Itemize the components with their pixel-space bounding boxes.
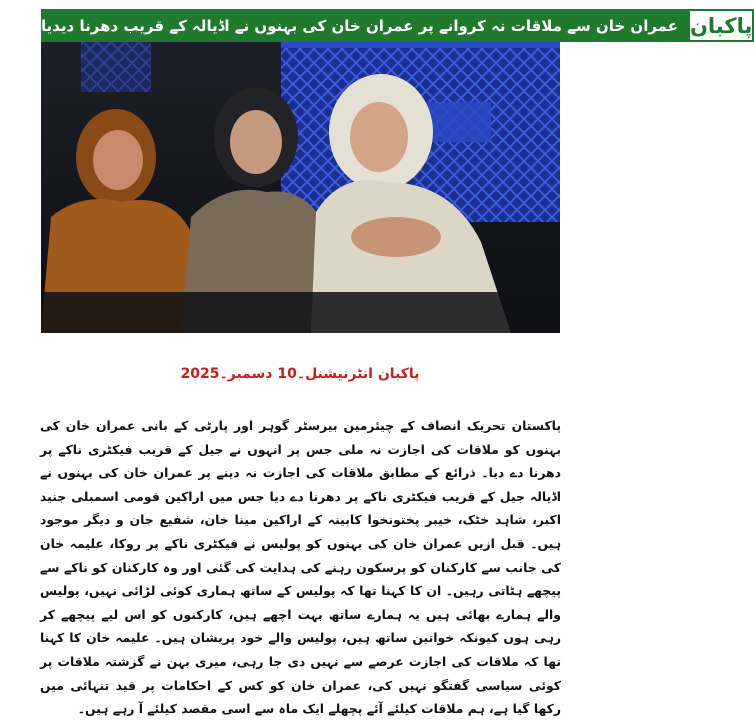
photo-illustration xyxy=(41,42,560,333)
headline: عمران خان سے ملاقات نہ کروانے پر عمران خان کی بہنوں نے اڈیالہ کے قریب دھرنا دیدیا xyxy=(41,9,688,42)
news-header xyxy=(41,9,753,42)
woman-right-hands xyxy=(351,217,441,257)
left-barrier xyxy=(81,42,151,92)
barrier-rail xyxy=(281,42,560,48)
brand-logo: پاکبان xyxy=(688,9,754,42)
news-photo xyxy=(41,42,560,333)
photo-foreground xyxy=(41,292,560,333)
woman-right-face xyxy=(350,102,408,172)
dateline: پاکبان انٹرنیشنل۔10 دسمبر۔2025 xyxy=(180,366,420,382)
woman-left-face xyxy=(93,130,143,190)
article-body: پاکستان تحریک انصاف کے چیئرمین بیرسٹر گوہر اور پارٹی کے بانی عمران خان کی بہنوں کو ملاقات کی اجازت نہ ملی جس پر انہوں نے جیل کے قریب فیکٹری ناکے پر دھرنا دے دیا۔ ذرائع کے مطابق ملاقات کی اجازت نہ دینے پر عمران خان کی بہنوں نے اڈیالہ جیل کے قریب فیکٹری ناکے پر دھرنا دے دیا جس میں اراکین قومی اسمبلی جنید اکبر، شاہد خٹک، خیبر پختونخوا کابینہ کے اراکین مینا خان، شفیع جان و دیگر موجود ہیں۔ قبل ازیں عمران خان کی بہنوں کو پولیس نے فیکٹری ناکے پر روکا، علیمہ خان کی جانب سے کارکنان کو پرسکون رہنے کی ہدایت کی گئی اور وہ کارکنان کو ناکے سے پیچھے ہٹاتی رہیں۔ ان کا کہنا تھا کہ پولیس کے ساتھ ہماری کوئی لڑائی نہیں، پولیس والے ہمارے بھائی ہیں یہ ہمارے ساتھ بہت اچھے ہیں، کارکنوں کو اس لیے پیچھے کر رہی ہوں کیونکہ خواتین ساتھ ہیں، پولیس والے خود پریشان ہیں۔ علیمہ خان کا کہنا تھا کہ ملاقات کی اجازت عرصے سے نہیں دی جا رہی، میری بہن نے گزشتہ ملاقات پر کوئی سیاسی گفتگو نہیں کی، عمران خان کو کس کے احکامات پر قید تنہائی میں رکھا گیا ہے، ہم ملاقات کیلئے آئے پچھلے ایک ماہ سے اسی مقصد کیلئے آ رہے ہیں۔ xyxy=(40,418,561,717)
woman-middle-face xyxy=(230,110,282,174)
